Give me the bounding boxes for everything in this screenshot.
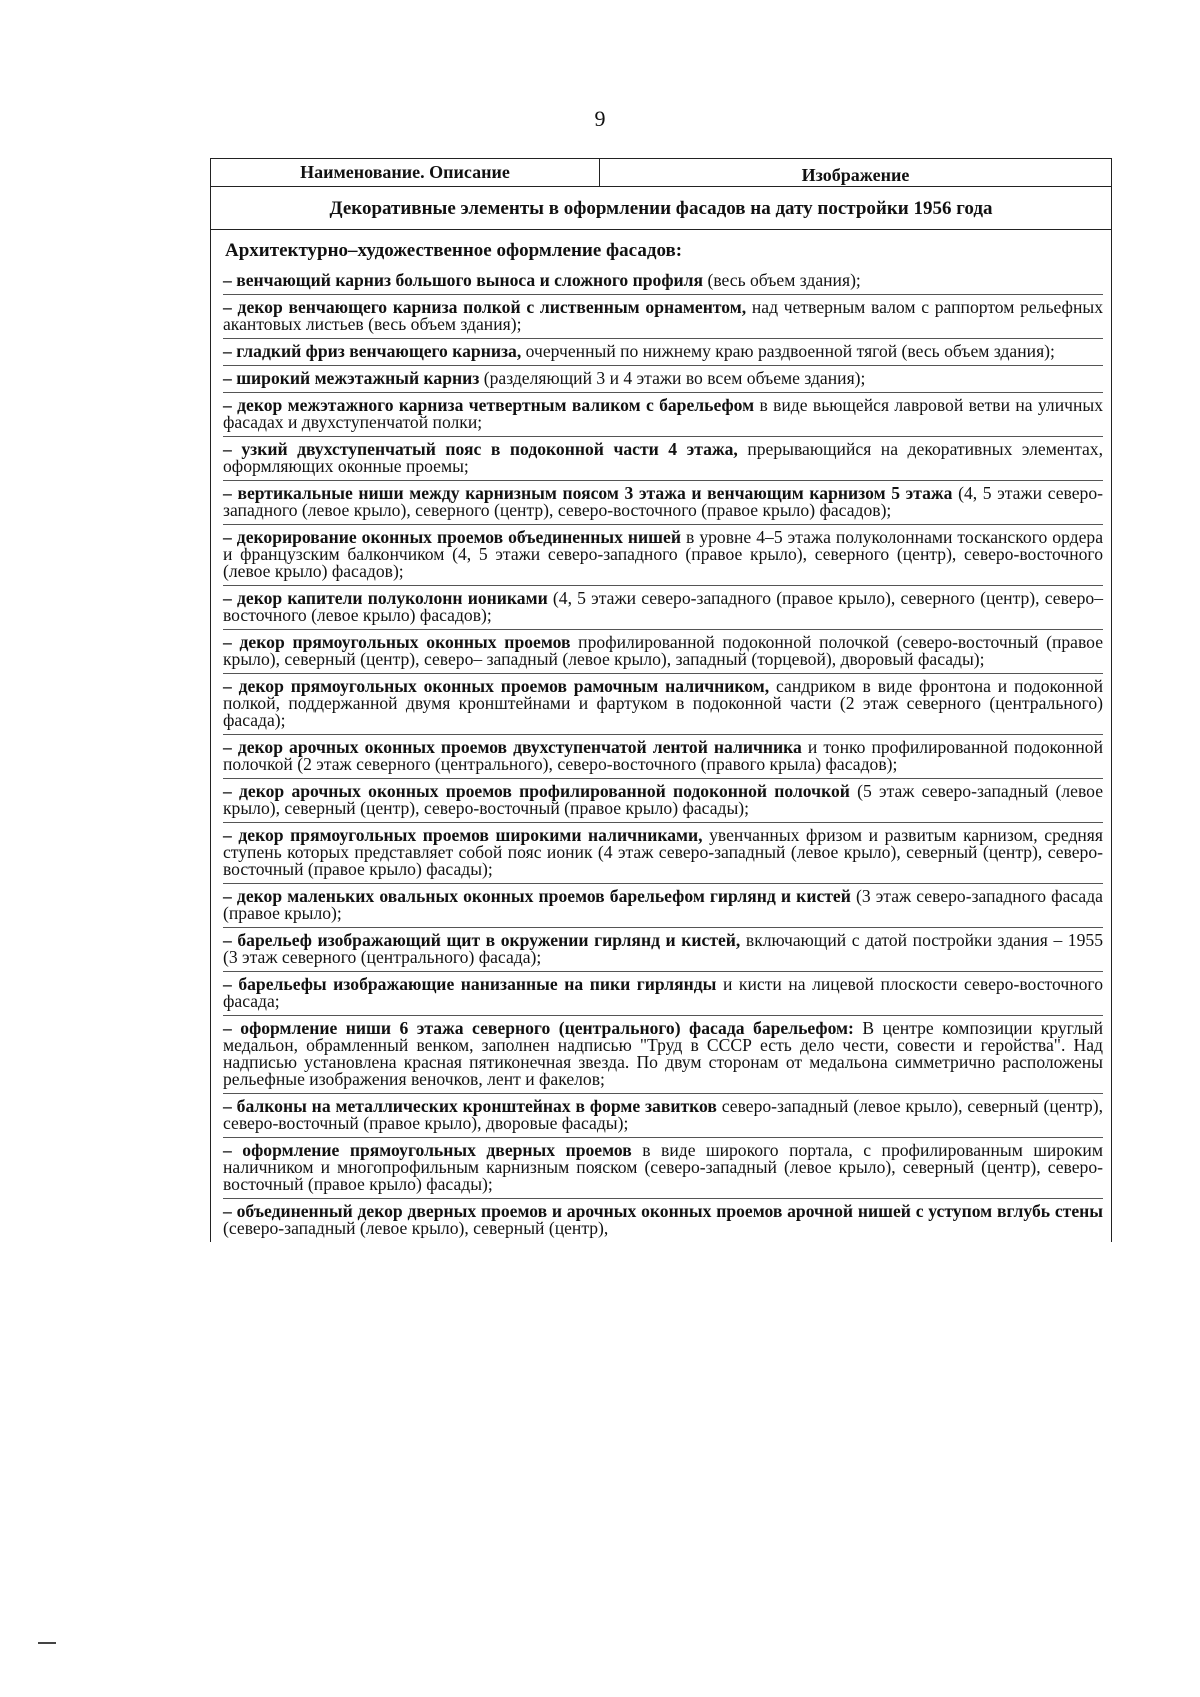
entry-bold-text: – балконы на металлических кронштейнах в форме завитков xyxy=(223,1096,717,1116)
entry-text: В центре композиции круглый медальон, обрамленный венком, заполнен надписью "Труд в СССР есть дело чести, совести и геройства". Над надписью установлена красная пятиконечная звезда. По двум сторонам от медальона симметрично расположены рельефные изображения веночков, лент и факелов; xyxy=(223,1018,1103,1089)
header-image: Изображение xyxy=(801,165,910,185)
entry-bold-text: – декор межэтажного карниза четвертным валиком с барельефом xyxy=(223,395,755,415)
list-item xyxy=(223,630,1103,674)
table-body-cell xyxy=(211,230,1111,1242)
scan-mark-left xyxy=(38,1642,56,1644)
entry-bold-text: – декор арочных оконных проемов профилированной подоконной полочкой xyxy=(223,781,850,801)
list-item xyxy=(223,295,1103,339)
entry-text: (3 этаж северо-западного фасада (правое крыло); xyxy=(223,886,1103,923)
entry-bold-text: – объединенный декор дверных проемов и арочных оконных проемов арочной нишей с уступом вглубь стены xyxy=(223,1201,1103,1221)
entry-text: (5 этаж северо-западный (левое крыло), северный (центр), северо-восточный (правое крыло) фасады); xyxy=(223,781,1103,818)
entry-bold-text: – барельеф изображающий щит в окружении гирлянд и кистей, xyxy=(223,930,741,950)
entry-bold-text: – декор капители полуколонн иониками xyxy=(223,588,548,608)
entry-bold-text: – декор венчающего карниза полкой с лиственным орнаментом, xyxy=(223,297,747,317)
entry-bold-text: – венчающий карниз большого выноса и сложного профиля xyxy=(223,270,704,290)
list-item xyxy=(223,823,1103,884)
list-item xyxy=(223,481,1103,525)
entry-text: прерывающийся на декоративных элементах, оформляющих оконные проемы; xyxy=(223,439,1103,476)
entries-list xyxy=(223,268,1103,1242)
list-item xyxy=(223,366,1103,393)
list-item xyxy=(223,779,1103,823)
entry-bold-text: – декор прямоугольных проемов широкими наличниками, xyxy=(223,825,703,845)
header-name-description: Наименование. Описание xyxy=(211,159,600,186)
list-item xyxy=(223,268,1103,295)
entry-text: увенчанных фризом и развитым карнизом, средняя ступень которых представляет собой пояс ионик (4 этаж северо-западный (левое крыло), северный (центр), северо-восточный (правое крыло) фасады); xyxy=(223,825,1103,879)
entry-text: очерченный по нижнему краю раздвоенной тягой (весь объем здания); xyxy=(521,341,1055,361)
list-item xyxy=(223,735,1103,779)
entry-text: (весь объем здания); xyxy=(703,270,861,290)
entry-bold-text: – барельефы изображающие нанизанные на пики гирлянды xyxy=(223,974,717,994)
entry-bold-text: – гладкий фриз венчающего карниза, xyxy=(223,341,522,361)
entry-text: (4, 5 этажи северо-западного (левое крыло), северного (центр), северо-восточного (правое крыло) фасадов); xyxy=(223,483,1104,520)
entry-bold-text: – декор прямоугольных оконных проемов рамочным наличником, xyxy=(223,676,770,696)
intro-heading: Архитектурно–художественное оформление фасадов: xyxy=(225,240,683,261)
list-item xyxy=(223,393,1103,437)
entry-text: и кисти на лицевой плоскости северо-восточного фасада; xyxy=(223,974,1103,1011)
entry-bold-text: – вертикальные ниши между карнизным поясом 3 этажа и венчающим карнизом 5 этажа xyxy=(223,483,953,503)
entry-text: в виде вьющейся лавровой ветви на уличных фасадах и двухступенчатой полки; xyxy=(223,395,1103,432)
entry-text: над четверным валом с раппортом рельефных акантовых листьев (весь объем здания); xyxy=(223,297,1103,334)
description-table xyxy=(210,158,1112,1242)
table-header-row xyxy=(211,159,1111,187)
entry-bold-text: – оформление прямоугольных дверных проемов xyxy=(223,1140,632,1160)
entry-bold-text: – узкий двухступенчатый пояс в подоконной части 4 этажа, xyxy=(223,439,738,459)
list-item xyxy=(223,884,1103,928)
entry-text: в виде широкого портала, с профилированным широким наличником и многопрофильным карнизным пояском (северо-западный (левое крыло), северный (центр), северо-восточный (правое крыло) фасады); xyxy=(223,1140,1103,1194)
list-item xyxy=(223,437,1103,481)
entry-text: северо-западный (левое крыло), северный (центр), северо-восточный (правое крыло), дворовые фасады); xyxy=(223,1096,1103,1133)
page-number: 9 xyxy=(594,106,606,131)
entry-bold-text: – оформление ниши 6 этажа северного (центрального) фасада барельефом: xyxy=(223,1018,854,1038)
entry-bold-text: – декорирование оконных проемов объединенных нишей xyxy=(223,527,681,547)
list-item xyxy=(223,339,1103,366)
entry-text: сандриком в виде фронтона и подоконной полкой, поддержанной двумя кронштейнами и фартуком в подоконной части (2 этаж северного (центрального) фасада); xyxy=(223,676,1103,730)
list-item xyxy=(223,1016,1103,1094)
entry-text: в уровне 4–5 этажа полуколоннами тосканского ордера и французским балкончиком (4, 5 этажи северо-западного (правое крыло), северного (центр), северо-восточного (левое крыло) фасадов); xyxy=(223,527,1104,581)
list-item xyxy=(223,1138,1103,1199)
entry-bold-text: – широкий межэтажный карниз xyxy=(223,368,480,388)
entry-text: (разделяющий 3 и 4 этажи во всем объеме здания); xyxy=(479,368,866,388)
list-item xyxy=(223,1199,1103,1242)
entry-text: включающий с датой постройки здания – 1955 (3 этаж северного (центрального) фасада); xyxy=(223,930,1103,967)
list-item xyxy=(223,525,1103,586)
entry-bold-text: – декор маленьких овальных оконных проемов барельефом гирлянд и кистей xyxy=(223,886,851,906)
entry-text: профилированной подоконной полочкой (северо-восточный (правое крыло), северный (центр), северо– западный (левое крыло), западный (торцевой), дворовый фасады); xyxy=(223,632,1103,669)
list-item xyxy=(223,586,1103,630)
entry-bold-text: – декор арочных оконных проемов двухступенчатой лентой наличника xyxy=(223,737,802,757)
entry-text: (4, 5 этажи северо-западного (правое крыло), северного (центр), северо–восточного (левое крыло) фасадов); xyxy=(223,588,1103,625)
entry-bold-text: – декор прямоугольных оконных проемов xyxy=(223,632,571,652)
list-item xyxy=(223,972,1103,1016)
entry-text: (северо-западный (левое крыло), северный (центр), xyxy=(223,1218,609,1238)
list-item xyxy=(223,928,1103,972)
section-title: Декоративные элементы в оформлении фасадов на дату постройки 1956 года xyxy=(211,187,1111,230)
list-item xyxy=(223,1094,1103,1138)
entry-text: и тонко профилированной подоконной полочкой (2 этаж северного (центрального), северо-восточного (правого крыла) фасадов); xyxy=(223,737,1103,774)
list-item xyxy=(223,674,1103,735)
